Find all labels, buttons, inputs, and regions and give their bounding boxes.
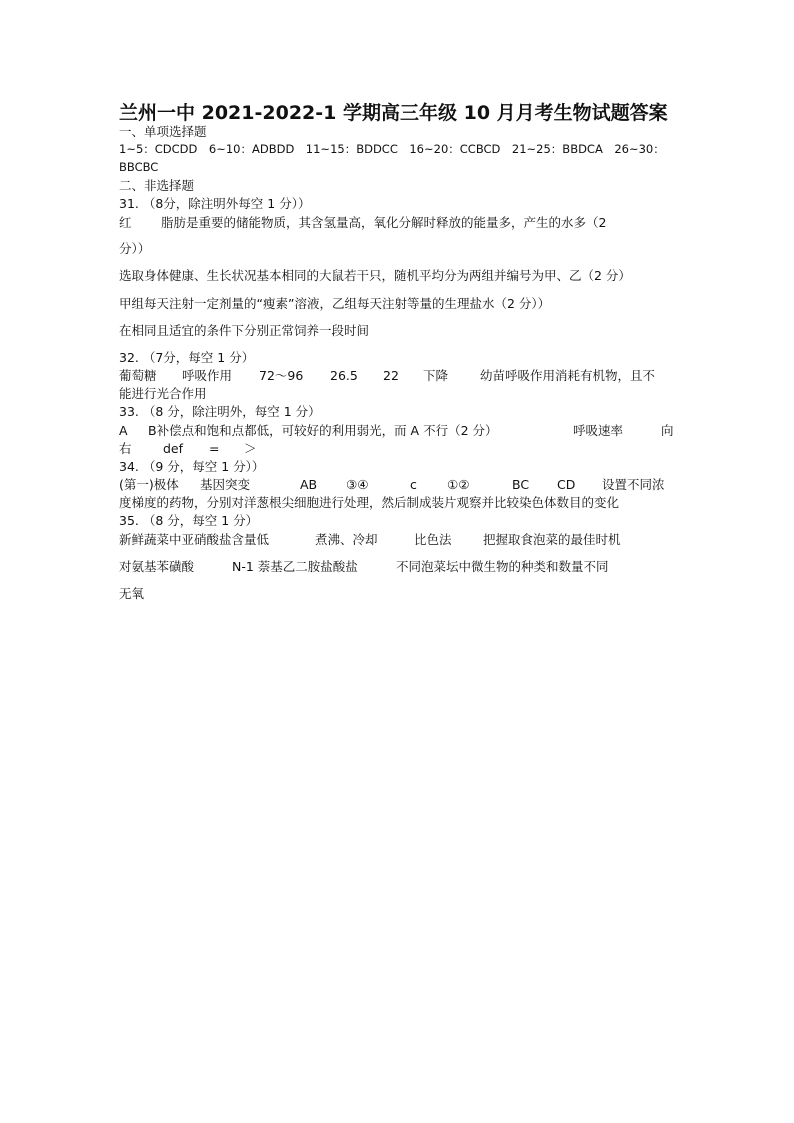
q33-answer-2: B补偿点和饱和点都低，可较好的利用弱光，而 A 不行（2 分） — [148, 423, 498, 438]
q34-answer-9: 设置不同浓 — [602, 477, 665, 492]
mc-answers-line1: 1~5：CDCDD 6~10：ADBDD 11~15：BDDCC 16~20：CCBCD 21~25：BBDCA 26~30： — [119, 142, 665, 156]
q31-answer-5: 在相同且适宜的条件下分别正常饲养一段时间 — [119, 323, 370, 338]
q35-answer-4: 把握取食泡菜的最佳时机 — [483, 532, 621, 547]
q33-answer-5: def — [163, 441, 184, 456]
q32-header: 32. （7分，每空 1 分） — [119, 350, 255, 365]
q34-answer-8: CD — [557, 477, 576, 492]
document-title: 兰州一中 2021-2022-1 学期高三年级 10 月月考生物试题答案 — [119, 102, 668, 124]
q35-answer-2: 煮沸、冷却 — [315, 532, 378, 547]
q31-answer-3: 选取身体健康、生长状况基本相同的大鼠若干只，随机平均分为两组并编号为甲、乙（2 分） — [119, 268, 631, 283]
q33-answer-4: 向 — [661, 423, 674, 438]
q35-answer-5: 对氨基苯磺酸 — [119, 559, 195, 574]
q32-answer-6: 下降 — [423, 368, 449, 383]
q32-answer-5: 22 — [383, 368, 399, 383]
q34-answer-7: BC — [512, 477, 530, 492]
q32-answer-7: 幼苗呼吸作用消耗有机物，且不 — [480, 368, 656, 383]
q32-answer-2: 呼吸作用 — [182, 368, 233, 383]
q32-answer-3: 72～96 — [259, 368, 304, 383]
q32-answer-4: 26.5 — [330, 368, 358, 383]
q34-answer-1: (第一)极体 — [119, 477, 179, 492]
q34-answer-9-cont: 度梯度的药物，分别对洋葱根尖细胞进行处理，然后制成装片观察并比较染色体数目的变化 — [119, 495, 620, 510]
q34-answer-5: c — [410, 477, 417, 492]
q31-answer-2: 脂肪是重要的储能物质，其含氢量高，氧化分解时释放的能量多，产生的水多（2 — [161, 215, 607, 230]
q31-answer-1: 红 — [119, 215, 132, 230]
q33-answer-4-cont: 右 — [119, 441, 132, 456]
q34-answer-3: AB — [300, 477, 318, 492]
q35-answer-6: N-1 萘基乙二胺盐酸盐 — [232, 559, 358, 574]
mc-answers-line2: BBCBC — [119, 160, 159, 174]
q34-answer-6: ①② — [447, 477, 470, 492]
q32-answer-7-cont: 能进行光合作用 — [119, 386, 207, 401]
q31-answer-4: 甲组每天注射一定剂量的“瘦素”溶液，乙组每天注射等量的生理盐水（2 分）） — [119, 296, 551, 311]
section2-heading: 二、非选择题 — [119, 178, 195, 193]
q34-answer-4: ③④ — [346, 477, 369, 492]
q32-answer-1: 葡萄糖 — [119, 368, 157, 383]
q33-answer-1: A — [119, 423, 128, 438]
q33-answer-7: ＞ — [244, 441, 257, 456]
q34-answer-2: 基因突变 — [200, 477, 251, 492]
q34-header: 34. （9 分，每空 1 分）） — [119, 459, 265, 474]
q35-answer-7: 不同泡菜坛中微生物的种类和数量不同 — [396, 559, 609, 574]
q33-answer-3: 呼吸速率 — [573, 423, 624, 438]
q35-answer-1: 新鲜蔬菜中亚硝酸盐含量低 — [119, 532, 270, 547]
q35-answer-3: 比色法 — [414, 532, 452, 547]
q31-header: 31. （8分，除注明外每空 1 分）） — [119, 196, 311, 211]
q31-answer-2-cont: 分）） — [119, 241, 151, 256]
q35-header: 35. （8 分，每空 1 分） — [119, 513, 259, 528]
q33-header: 33. （8 分，除注明外，每空 1 分） — [119, 404, 321, 419]
q35-answer-8: 无氧 — [119, 586, 145, 601]
section1-heading: 一、单项选择题 — [119, 124, 207, 139]
q33-answer-6: = — [209, 441, 220, 456]
